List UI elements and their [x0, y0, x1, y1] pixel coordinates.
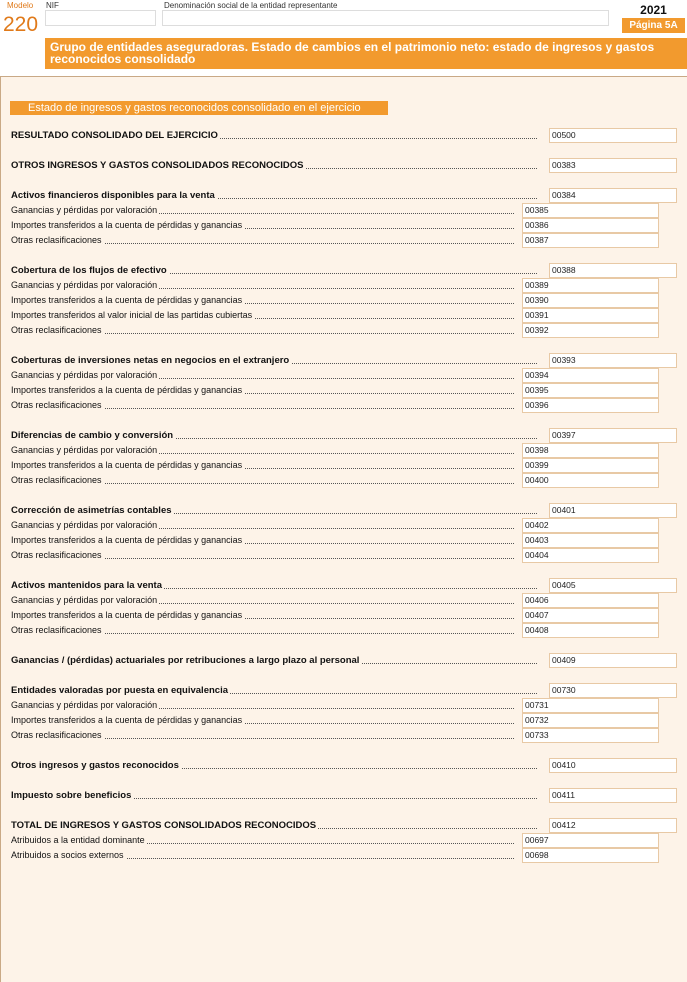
- form-row-label: [11, 188, 537, 203]
- field-input[interactable]: [522, 278, 659, 293]
- field-code: 00406: [525, 595, 549, 605]
- form-row-label: [11, 578, 537, 593]
- field-code: 00383: [552, 160, 576, 170]
- form-row-label: [11, 128, 537, 143]
- field-code: 00385: [525, 205, 549, 215]
- field-input[interactable]: [522, 473, 659, 488]
- row-label-text: Importes transferidos a la cuenta de pérdidas y ganancias: [11, 385, 243, 395]
- field-code: 00402: [525, 520, 549, 530]
- field-code: 00391: [525, 310, 549, 320]
- row-label-text: Otras reclasificaciones: [11, 625, 102, 635]
- row-label-text: Importes transferidos a la cuenta de pérdidas y ganancias: [11, 610, 243, 620]
- row-label-text: Atribuidos a socios externos: [11, 850, 124, 860]
- field-input[interactable]: [522, 548, 659, 563]
- form-row-label: [11, 428, 537, 443]
- field-input[interactable]: [549, 503, 677, 518]
- form-row-label: [11, 398, 514, 413]
- section-title: Estado de ingresos y gastos reconocidos consolidado en el ejercicio: [10, 101, 388, 115]
- row-label-text: Importes transferidos a la cuenta de pérdidas y ganancias: [11, 460, 243, 470]
- field-code: 00408: [525, 625, 549, 635]
- field-code: 00411: [552, 790, 576, 800]
- field-input[interactable]: [522, 593, 659, 608]
- form-row-label: [11, 263, 537, 278]
- row-label-text: Otras reclasificaciones: [11, 325, 102, 335]
- field-code: 00403: [525, 535, 549, 545]
- row-label-text: Importes transferidos a la cuenta de pérdidas y ganancias: [11, 295, 243, 305]
- field-code: 00398: [525, 445, 549, 455]
- denominacion-input[interactable]: [162, 10, 609, 26]
- field-input[interactable]: [549, 158, 677, 173]
- form-row-label: [11, 788, 537, 803]
- field-input[interactable]: [522, 293, 659, 308]
- form-row-label: [11, 548, 514, 563]
- form-row-label: [11, 203, 514, 218]
- field-code: 00500: [552, 130, 576, 140]
- row-label-text: Activos financieros disponibles para la venta: [11, 190, 215, 201]
- form-row-label: [11, 818, 537, 833]
- form-row-label: [11, 698, 514, 713]
- field-input[interactable]: [549, 653, 677, 668]
- field-code: 00410: [552, 760, 576, 770]
- form-row-label: [11, 368, 514, 383]
- field-code: 00387: [525, 235, 549, 245]
- field-input[interactable]: [549, 818, 677, 833]
- field-code: 00399: [525, 460, 549, 470]
- row-label-text: Ganancias y pérdidas por valoración: [11, 370, 158, 380]
- banner-title-line1: Grupo de entidades aseguradoras. Estado de cambios en el patrimonio neto: estado de ingresos y gastos: [50, 40, 655, 54]
- field-code: 00396: [525, 400, 549, 410]
- row-label-text: TOTAL DE INGRESOS Y GASTOS CONSOLIDADOS RECONOCIDOS: [11, 820, 317, 831]
- field-input[interactable]: [549, 788, 677, 803]
- form-row-label: [11, 683, 537, 698]
- row-label-text: Entidades valoradas por puesta en equivalencia: [11, 685, 228, 696]
- form-row-label: [11, 833, 514, 848]
- field-input[interactable]: [549, 263, 677, 278]
- row-label-text: Importes transferidos a la cuenta de pérdidas y ganancias: [11, 535, 243, 545]
- field-code: 00386: [525, 220, 549, 230]
- row-label-text: Activos mantenidos para la venta: [11, 580, 162, 591]
- form-row-label: [11, 623, 514, 638]
- field-code: 00400: [525, 475, 549, 485]
- field-code: 00732: [525, 715, 549, 725]
- field-input[interactable]: [549, 578, 677, 593]
- field-input[interactable]: [549, 128, 677, 143]
- row-label-text: Atribuidos a la entidad dominante: [11, 835, 145, 845]
- row-label-text: Impuesto sobre beneficios: [11, 790, 132, 801]
- field-input[interactable]: [522, 698, 659, 713]
- field-code: 00730: [552, 685, 576, 695]
- field-code: 00389: [525, 280, 549, 290]
- row-label-text: Otras reclasificaciones: [11, 475, 102, 485]
- nif-label: NIF: [46, 1, 59, 10]
- form-row-label: [11, 308, 514, 323]
- field-code: 00388: [552, 265, 576, 275]
- form-row-label: [11, 713, 514, 728]
- field-code: 00698: [525, 850, 549, 860]
- row-label-text: Otras reclasificaciones: [11, 550, 102, 560]
- field-input[interactable]: [522, 458, 659, 473]
- row-label-text: Otras reclasificaciones: [11, 235, 102, 245]
- form-row-label: [11, 533, 514, 548]
- field-input[interactable]: [522, 323, 659, 338]
- field-code: 00394: [525, 370, 549, 380]
- row-label-text: RESULTADO CONSOLIDADO DEL EJERCICIO: [11, 130, 218, 141]
- form-row-label: [11, 473, 514, 488]
- form-row-label: [11, 353, 537, 368]
- field-input[interactable]: [522, 233, 659, 248]
- form-row-label: [11, 158, 537, 173]
- field-code: 00395: [525, 385, 549, 395]
- row-label-text: Ganancias y pérdidas por valoración: [11, 280, 158, 290]
- field-code: 00390: [525, 295, 549, 305]
- form-row-label: [11, 593, 514, 608]
- field-input[interactable]: [522, 608, 659, 623]
- row-label-text: Diferencias de cambio y conversión: [11, 430, 174, 441]
- field-input[interactable]: [522, 383, 659, 398]
- field-code: 00393: [552, 355, 576, 365]
- field-code: 00409: [552, 655, 576, 665]
- field-input[interactable]: [549, 758, 677, 773]
- form-row-label: [11, 653, 537, 668]
- field-input[interactable]: [522, 398, 659, 413]
- field-code: 00384: [552, 190, 576, 200]
- form-row-label: [11, 848, 514, 863]
- row-label-text: Otras reclasificaciones: [11, 400, 102, 410]
- row-label-text: Coberturas de inversiones netas en negocios en el extranjero: [11, 355, 290, 366]
- form-row-label: [11, 233, 514, 248]
- form-row-label: [11, 383, 514, 398]
- form-row-label: [11, 758, 537, 773]
- form-row-label: [11, 218, 514, 233]
- field-code: 00731: [525, 700, 549, 710]
- row-label-text: Ganancias y pérdidas por valoración: [11, 700, 158, 710]
- field-code: 00412: [552, 820, 576, 830]
- field-code: 00392: [525, 325, 549, 335]
- row-label-text: Cobertura de los flujos de efectivo: [11, 265, 167, 276]
- row-label-text: Ganancias / (pérdidas) actuariales por retribuciones a largo plazo al personal: [11, 655, 360, 666]
- modelo-label: Modelo: [7, 1, 34, 10]
- form-row-label: [11, 323, 514, 338]
- year-label: 2021: [622, 3, 685, 17]
- field-code: 00404: [525, 550, 549, 560]
- row-label-text: Importes transferidos al valor inicial de las partidas cubiertas: [11, 310, 253, 320]
- row-label-text: Otras reclasificaciones: [11, 730, 102, 740]
- form-row-label: [11, 728, 514, 743]
- row-label-text: Corrección de asimetrías contables: [11, 505, 172, 516]
- field-input[interactable]: [522, 848, 659, 863]
- row-label-text: Importes transferidos a la cuenta de pérdidas y ganancias: [11, 220, 243, 230]
- nif-input[interactable]: [45, 10, 156, 26]
- row-label-text: Ganancias y pérdidas por valoración: [11, 520, 158, 530]
- field-input[interactable]: [522, 308, 659, 323]
- field-input[interactable]: [522, 218, 659, 233]
- page-label: Página 5A: [622, 18, 685, 33]
- form-banner: [45, 38, 687, 69]
- field-input[interactable]: [549, 188, 677, 203]
- field-input[interactable]: [522, 533, 659, 548]
- field-input[interactable]: [522, 833, 659, 848]
- field-input[interactable]: [522, 443, 659, 458]
- field-code: 00405: [552, 580, 576, 590]
- banner-title-line2: reconocidos consolidado: [50, 52, 196, 66]
- row-label-text: OTROS INGRESOS Y GASTOS CONSOLIDADOS RECONOCIDOS: [11, 160, 304, 171]
- field-input[interactable]: [549, 683, 677, 698]
- field-code: 00397: [552, 430, 576, 440]
- form-row-label: [11, 293, 514, 308]
- form-row-label: [11, 458, 514, 473]
- form-row-label: [11, 608, 514, 623]
- field-code: 00401: [552, 505, 576, 515]
- field-code: 00733: [525, 730, 549, 740]
- row-label-text: Importes transferidos a la cuenta de pérdidas y ganancias: [11, 715, 243, 725]
- field-input[interactable]: [549, 353, 677, 368]
- field-input[interactable]: [522, 728, 659, 743]
- form-row-label: [11, 503, 537, 518]
- field-code: 00697: [525, 835, 549, 845]
- row-label-text: Ganancias y pérdidas por valoración: [11, 205, 158, 215]
- denominacion-label: Denominación social de la entidad representante: [164, 1, 338, 10]
- row-label-text: Ganancias y pérdidas por valoración: [11, 445, 158, 455]
- form-row-label: [11, 278, 514, 293]
- form-row-label: [11, 443, 514, 458]
- field-input[interactable]: [522, 518, 659, 533]
- row-label-text: Otros ingresos y gastos reconocidos: [11, 760, 179, 771]
- form-row-label: [11, 518, 514, 533]
- modelo-number: 220: [3, 13, 39, 36]
- field-code: 00407: [525, 610, 549, 620]
- field-input[interactable]: [522, 713, 659, 728]
- field-input[interactable]: [522, 368, 659, 383]
- field-input[interactable]: [522, 203, 659, 218]
- row-label-text: Ganancias y pérdidas por valoración: [11, 595, 158, 605]
- field-input[interactable]: [549, 428, 677, 443]
- field-input[interactable]: [522, 623, 659, 638]
